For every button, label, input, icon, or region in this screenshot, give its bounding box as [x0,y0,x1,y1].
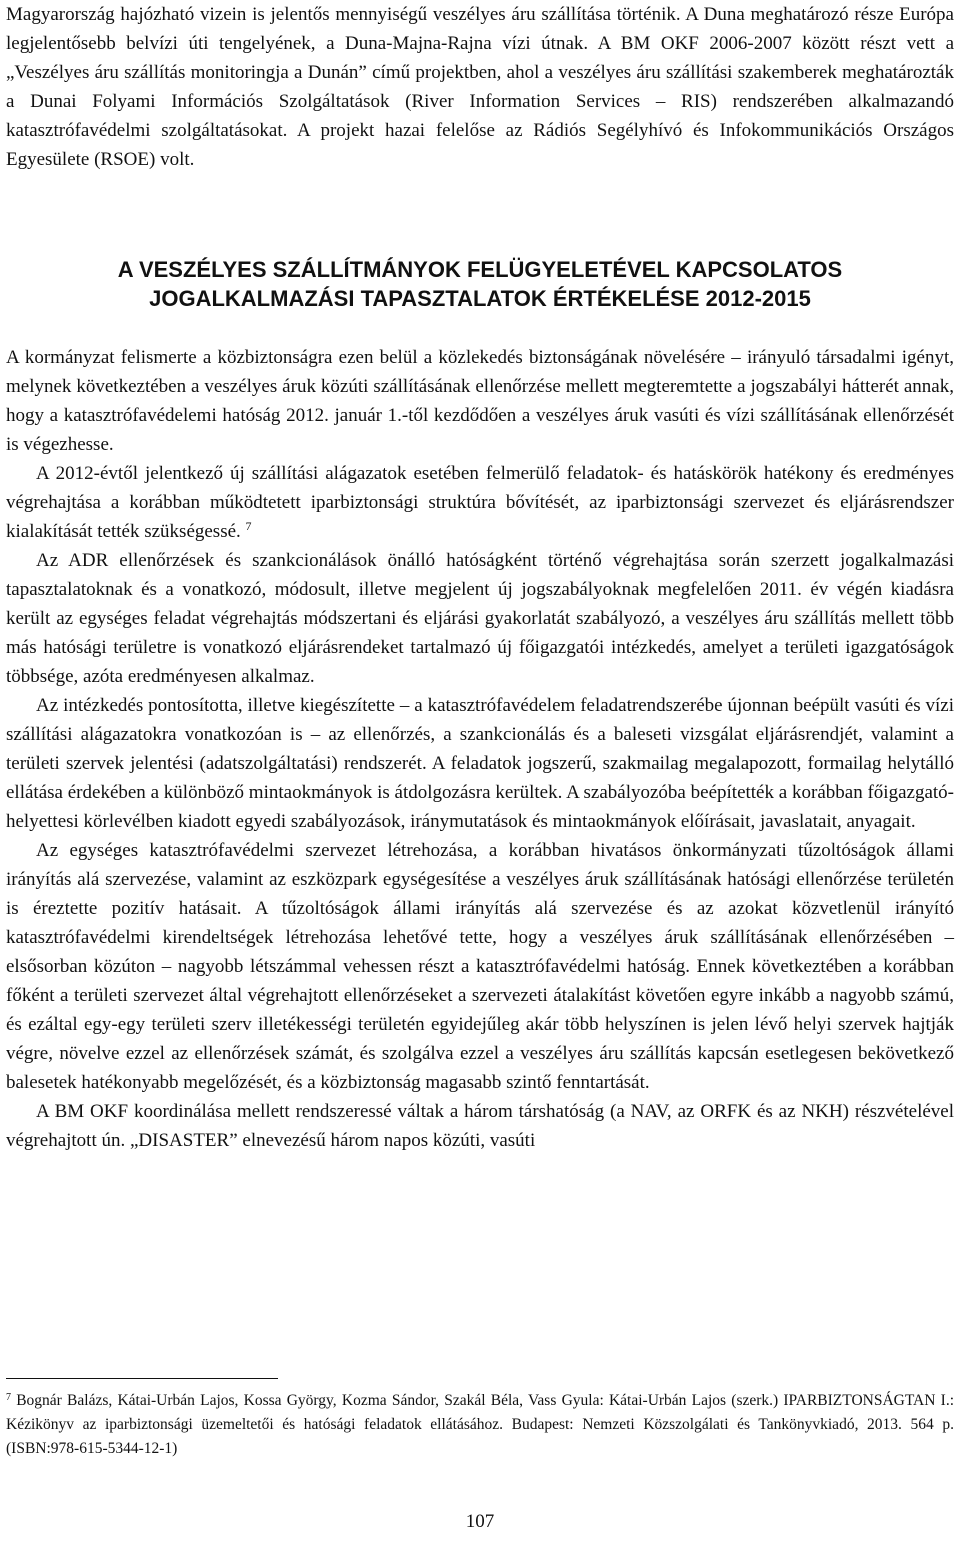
intro-section [6,0,954,174]
footnote-reference[interactable]: 7 [245,519,252,533]
section-heading-line-2: JOGALKALMAZÁSI TAPASZTALATOK ÉRTÉKELÉSE 2012-2015 [149,286,811,311]
footnote-text: Bognár Balázs, Kátai-Urbán Lajos, Kossa György, Kozma Sándor, Szakál Béla, Vass Gyula: Kátai-Urbán Lajos (szerk.) IPARBIZTONSÁGTAN I.: Kézikönyv az iparbiztonsági üzemeltetői és hatósági feladatok ellátásához. Budapest: Nemzeti Közszolgálati és Tankönyvkiadó, 2013. 564 p. (ISBN:978-615-5344-12-1) [6,1392,954,1457]
footnote [6,1389,954,1461]
body-paragraph-2-text: A 2012-évtől jelentkező új szállítási alágazatok esetében felmerülő feladatok- és hatáskörök hatékony és eredményes végrehajtása a korábban működtetett iparbiztonsági struktúra bővítését, az iparbiztonsági szervezet és eljárásrendszer kialakítását tették szükségessé. [6,463,954,542]
page-number: 107 [465,1511,495,1532]
body-section [6,343,954,1155]
body-paragraph-6: A BM OKF koordinálása mellett rendszeressé váltak a három társhatóság (a NAV, az ORFK és az NKH) részvételével végrehajtott ún. „DISASTER” elnevezésű három napos közúti, vasúti [6,1101,954,1151]
body-paragraph-1: A kormányzat felismerte a közbiztonságra ezen belül a közlekedés biztonságának növelésére – irányuló társadalmi igényt, melynek következtében a veszélyes áruk közúti szállításának ellenőrzése mellett megteremtette a jogszabályi hátterét annak, hogy a katasztrófavédelemi hatóság 2012. január 1.-től kezdődően a veszélyes áruk vasúti és vízi szállításának ellenőrzését is végezhesse. [6,347,954,455]
body-paragraph-4: Az intézkedés pontosította, illetve kiegészítette – a katasztrófavédelem feladatrendszerébe újonnan beépült vasúti és vízi szállítási alágazatokra vonatkozóan is – az ellenőrzés, a szankcionálás és a baleseti vizsgálat eljárásrendjét, valamint a területi szervek jelentési (adatszolgáltatási) rendszerét. A feladatok jogszerű, szakmailag megalapozott, formailag helytálló ellátása érdekében a különböző mintaokmányok is átdolgozásra kerültek. A szabályozóba beépítették a korábban főigazgató-helyettesi körlevélben kiadott egyedi szabályozások, iránymutatások és mintaokmányok előírásait, javaslatait, anyagait. [6,695,954,832]
body-paragraph-5: Az egységes katasztrófavédelmi szervezet létrehozása, a korábban hivatásos önkormányzati tűzoltóságok állami irányítás alá szervezése, valamint az eszközpark egységesítése a veszélyes áruk szállításának hatósági ellenőrzése területén is éreztette pozitív hatásait. A tűzoltóságok állami irányítás alá szervezése és az azokat közvetlenül irányító katasztrófavédelmi kirendeltségek létrehozása lehetővé tette, hogy a veszélyes áruk szállításának ellenőrzésében – elsősorban közúton – nagyobb létszámmal vehessen részt a katasztrófavédelmi hatóság. Ennek következtében a korábban főként a területi szervezet által végrehajtott ellenőrzéseket a szervezeti átalakítást követően egyre inkább a nagyobb számú, és ezáltal egy-egy területi szerv illetékességi területén egyidejűleg akár több helyszínen is jelen lévő helyi szervek hajtják végre, növelve ezzel az ellenőrzések számát, és szolgálva ezzel a veszélyes áru szállítás kapcsán esetlegesen bekövetkező balesetek hatékonyabb megelőzését, és a közbiztonság magasabb szintő fenntartását. [6,840,954,1093]
intro-paragraph: Magyarország hajózható vizein is jelentős mennyiségű veszélyes áru szállítása történik. A Duna meghatározó része Európa legjelentősebb belvízi úti tengelyének, a Duna-Majna-Rajna vízi útnak. A BM OKF 2006-2007 között részt vett a „Veszélyes áru szállítás monitoringja a Dunán” című projektben, ahol a veszélyes áru szállítási szakemberek meghatározták a Dunai Folyami Információs Szolgáltatások (River Information Services – RIS) rendszerében alkalmazandó katasztrófavédelmi szolgáltatásokat. A projekt hazai felelőse az Rádiós Segélyhívó és Infokommunikációs Országos Egyesülete (RSOE) volt. [6,4,954,170]
footnote-number: 7 [6,1392,11,1403]
section-heading-line-1: A VESZÉLYES SZÁLLÍTMÁNYOK FELÜGYELETÉVEL KAPCSOLATOS [117,257,843,282]
footnote-divider [6,1378,278,1379]
body-paragraph-3: Az ADR ellenőrzések és szankcionálások önálló hatóságként történő végrehajtása során szerzett jogalkalmazási tapasztalatoknak és a vonatkozó, módosult, illetve megjelent új jogszabályoknak megfelelően 2011. év végén kiadásra került az egységes feladat végrehajtás módszertani és eljárási gyakorlatát szabályozó, a veszélyes áru szállítás mellett több más hatósági területre is vonatkozó eljárásrendeket tartalmazó új főigazgatói intézkedés, amelyet a területi igazgatóságok többsége, azóta eredményesen alkalmaz. [6,550,954,687]
section-heading [0,255,960,313]
body-paragraph-2 [6,459,954,546]
